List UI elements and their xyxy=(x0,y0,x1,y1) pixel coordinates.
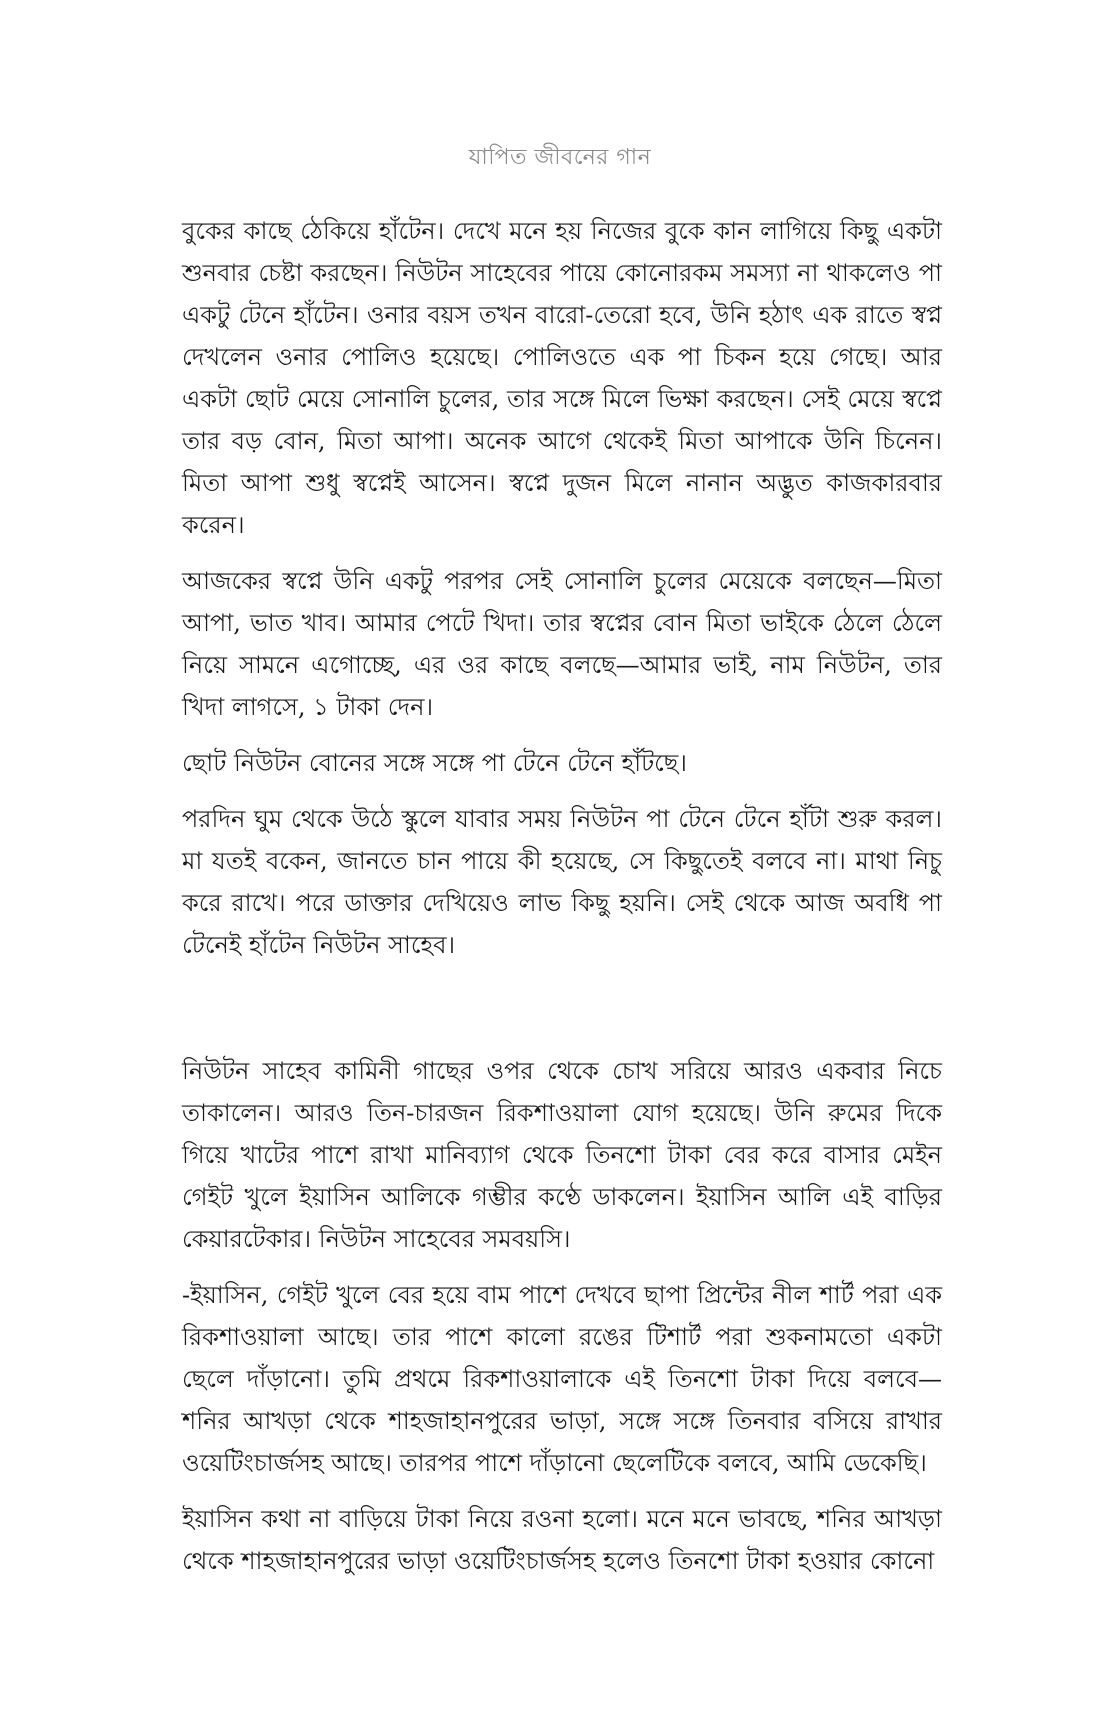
section-break xyxy=(182,980,942,1050)
paragraph: পরদিন ঘুম থেকে উঠে স্কুলে যাবার সময় নিউটন পা টেনে টেনে হাঁটা শুরু করল। মা যতই বকেন, জানতে চান পায়ে কী হয়েছে, সে কিছুতেই বলবে না। মাথা নিচু করে রাখে। পরে ডাক্তার দেখিয়েও লাভ কিছু হয়নি। সেই থেকে আজ অবধি পা টেনেই হাঁটেন নিউটন সাহেব। xyxy=(182,805,942,959)
body-text xyxy=(182,210,942,1596)
paragraph: -ইয়াসিন, গেইট খুলে বের হয়ে বাম পাশে দেখবে ছাপা প্রিন্টের নীল শার্ট পরা এক রিকশাওয়ালা আছে। তার পাশে কালো রঙের টিশার্ট পরা শুকনামতো একটা ছেলে দাঁড়ানো। তুমি প্রথমে রিকশাওয়ালাকে এই তিনশো টাকা দিয়ে বলবে—শনির আখড়া থেকে শাহজাহানপুরের ভাড়া, সঙ্গে সঙ্গে তিনবার বসিয়ে রাখার ওয়েটিংচার্জসহ আছে। তারপর পাশে দাঁড়ানো ছেলেটিকে বলবে, আমি ডেকেছি। xyxy=(182,1281,942,1477)
paragraph: বুকের কাছে ঠেকিয়ে হাঁটেন। দেখে মনে হয় নিজের বুকে কান লাগিয়ে কিছু একটা শুনবার চেষ্টা করছেন। নিউটন সাহেবের পায়ে কোনোরকম সমস্যা না থাকলেও পা একটু টেনে হাঁটেন। ওনার বয়স তখন বারো-তেরো হবে, উনি হঠাৎ এক রাতে স্বপ্ন দেখলেন ওনার পোলিও হয়েছে। পোলিওতে এক পা চিকন হয়ে গেছে। আর একটা ছোট মেয়ে সোনালি চুলের, তার সঙ্গে মিলে ভিক্ষা করছেন। সেই মেয়ে স্বপ্নে তার বড় বোন, মিতা আপা। অনেক আগে থেকেই মিতা আপাকে উনি চিনেন। মিতা আপা শুধু স্বপ্নেই আসেন। স্বপ্নে দুজন মিলে নানান অদ্ভুত কাজকারবার করেন। xyxy=(182,217,942,539)
paragraph: ইয়াসিন কথা না বাড়িয়ে টাকা নিয়ে রওনা হলো। মনে মনে ভাবছে, শনির আখড়া থেকে শাহজাহানপুরের ভাড়া ওয়েটিংচার্জসহ হলেও তিনশো টাকা হওয়ার কোনো xyxy=(182,1505,942,1575)
paragraph: আজকের স্বপ্নে উনি একটু পরপর সেই সোনালি চুলের মেয়েকে বলছেন—মিতা আপা, ভাত খাব। আমার পেটে খিদা। তার স্বপ্নের বোন মিতা ভাইকে ঠেলে ঠেলে নিয়ে সামনে এগোচ্ছে, এর ওর কাছে বলছে—আমার ভাই, নাম নিউটন, তার খিদা লাগসে, ১ টাকা দেন। xyxy=(182,567,942,721)
running-head: যাপিত জীবনের গান xyxy=(468,145,652,170)
paragraph: নিউটন সাহেব কামিনী গাছের ওপর থেকে চোখ সরিয়ে আরও একবার নিচে তাকালেন। আরও তিন-চারজন রিকশাওয়ালা যোগ হয়েছে। উনি রুমের দিকে গিয়ে খাটের পাশে রাখা মানিব্যাগ থেকে তিনশো টাকা বের করে বাসার মেইন গেইট খুলে ইয়াসিন আলিকে গম্ভীর কণ্ঠে ডাকলেন। ইয়াসিন আলি এই বাড়ির কেয়ারটেকার। নিউটন সাহেবের সমবয়সি। xyxy=(182,1057,942,1253)
paragraph: ছোট নিউটন বোনের সঙ্গে সঙ্গে পা টেনে টেনে হাঁটছে। xyxy=(182,749,687,777)
